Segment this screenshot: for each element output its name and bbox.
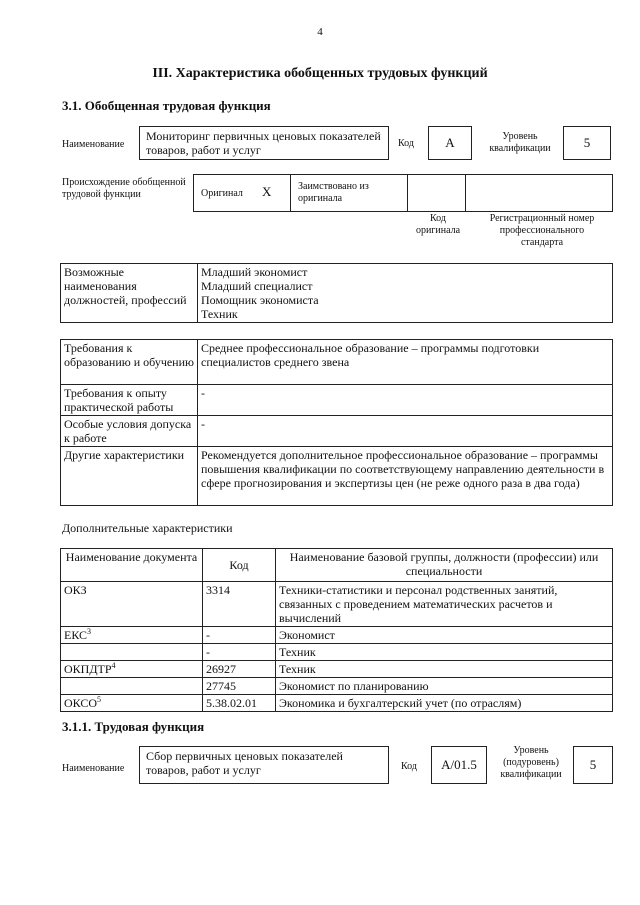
gtf-code-label: Код [398, 138, 414, 149]
row-code: 5.38.02.01 [203, 695, 276, 712]
table-row [61, 447, 613, 506]
section-title: III. Характеристика обобщенных трудовых функций [152, 66, 488, 81]
gtf-heading: 3.1. Обобщенная трудовая функция [62, 98, 271, 113]
gtf-original-label: Оригинал [201, 188, 243, 199]
gtf-origin-label: Происхождение обобщенной трудовой функции [62, 177, 186, 200]
gtf-name-label: Наименование [62, 139, 125, 150]
gtf-original-mark: X [262, 184, 272, 199]
row-doc: ЕКС$^3$ [61, 627, 203, 644]
table-row [61, 416, 613, 447]
positions-table [60, 263, 613, 323]
table-row [61, 582, 613, 627]
gtf-reg-number-label: Регистрационный номер профессионального стандарта [489, 213, 595, 248]
row-name: Техник [276, 661, 613, 678]
position-item: Помощник экономиста [201, 293, 319, 307]
row-name: Техники-статистики и персонал родственных занятий, связанных с проведением математических расчетов и вычислений [276, 582, 613, 627]
row-doc: ОКСО$^5$ [61, 695, 203, 712]
row-name: Экономист [276, 627, 613, 644]
page-number: 4 [317, 26, 323, 38]
tf-level-label: Уровень (подуровень) квалификации [500, 745, 562, 780]
positions-values [198, 264, 613, 323]
header-doc: Наименование документа [61, 549, 203, 582]
table-row [61, 340, 613, 385]
req-label: Особые условия допуска к работе [61, 416, 198, 447]
gtf-name-box [139, 126, 389, 160]
row-doc: ОКПДТР$^4$ [61, 661, 203, 678]
tf-code-label: Код [401, 761, 417, 772]
positions-label: Возможные наименования должностей, профессий [61, 264, 198, 323]
table-row [61, 644, 613, 661]
row-code: 27745 [203, 678, 276, 695]
table-row [61, 695, 613, 712]
tf-code-value: A/01.5 [441, 757, 477, 772]
tf-heading: 3.1.1. Трудовая функция [62, 719, 205, 734]
additional-table [60, 548, 613, 712]
table-row [61, 678, 613, 695]
req-label: Требования к опыту практической работы [61, 385, 198, 416]
req-label: Другие характеристики [61, 447, 198, 506]
req-value: Рекомендуется дополнительное профессиональное образование – программы повышения квалификации по соответствующему направлению деятельности в сфере прогнозирования и экспертизы цен (не реже одного раза в два года) [198, 447, 613, 506]
table-header-row [61, 549, 613, 582]
gtf-level-value: 5 [583, 135, 591, 150]
table-row [61, 627, 613, 644]
row-code: 3314 [203, 582, 276, 627]
table-row [61, 385, 613, 416]
row-doc: ОКЗ [61, 582, 203, 627]
gtf-code-value: A [445, 135, 455, 150]
gtf-code-box [428, 126, 472, 160]
tf-name-value: Сбор первичных ценовых показателей товаров, работ и услуг [146, 749, 343, 777]
row-code: - [203, 627, 276, 644]
position-item: Младший специалист [201, 279, 313, 293]
row-doc [61, 644, 203, 661]
gtf-name-value: Мониторинг первичных ценовых показателей товаров, работ и услуг [146, 129, 381, 157]
req-value: - [198, 416, 613, 447]
tf-name-label: Наименование [62, 763, 125, 774]
req-label: Требования к образованию и обучению [61, 340, 198, 385]
row-code: 26927 [203, 661, 276, 678]
position-item: Техник [201, 307, 238, 321]
req-value: - [198, 385, 613, 416]
origin-table [193, 174, 613, 212]
row-doc [61, 678, 203, 695]
gtf-borrowed-label: Заимствовано из оригинала [298, 181, 369, 204]
row-code: - [203, 644, 276, 661]
gtf-level-box [563, 126, 611, 160]
requirements-table [60, 339, 613, 506]
tf-name-box [139, 746, 389, 784]
position-item: Младший экономист [201, 265, 308, 279]
row-name: Техник [276, 644, 613, 661]
gtf-level-label: Уровень квалификации [489, 131, 551, 154]
req-value: Среднее профессиональное образование – программы подготовки специалистов среднего звена [198, 340, 613, 385]
header-code: Код [203, 549, 276, 582]
header-name: Наименование базовой группы, должности (профессии) или специальности [276, 549, 613, 582]
tf-code-box [431, 746, 487, 784]
additional-title: Дополнительные характеристики [62, 521, 233, 535]
gtf-code-original-label: Код оригинала [415, 213, 461, 236]
table-row [61, 661, 613, 678]
row-name: Экономист по планированию [276, 678, 613, 695]
row-name: Экономика и бухгалтерский учет (по отраслям) [276, 695, 613, 712]
tf-level-box [573, 746, 613, 784]
tf-level-value: 5 [589, 757, 597, 772]
